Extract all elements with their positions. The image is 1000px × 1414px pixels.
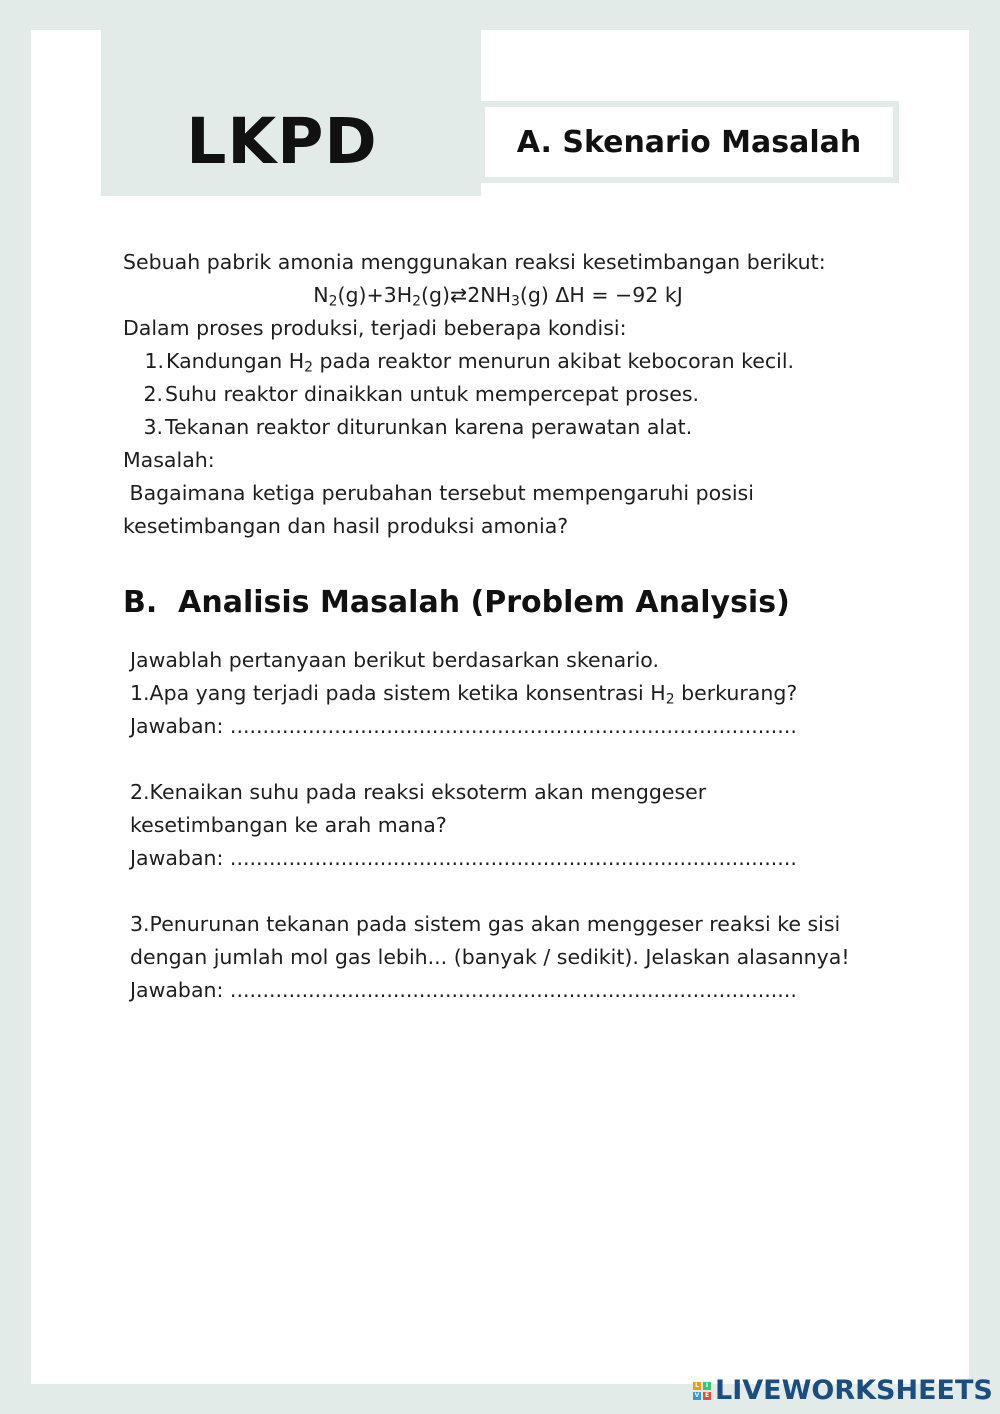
condition-item: 3. Tekanan reaktor diturunkan karena perawatan alat.: [143, 415, 693, 439]
page-title: LKPD: [186, 105, 378, 178]
condition-item: 1. Kandungan $H_2$ pada reaktor menurun akibat kebocoran kecil.: [144, 349, 795, 376]
liveworksheets-logo[interactable]: [693, 1375, 993, 1406]
problem-text-line: kesetimbangan dan hasil produksi amonia?: [123, 514, 569, 538]
equilibrium-arrow-icon: ⇄: [450, 283, 468, 307]
question-3-line: dengan jumlah mol gas lebih... (banyak / sedikit). Jelaskan alasannya!: [130, 945, 850, 969]
logo-mark-icon: L I V E: [694, 1381, 710, 1399]
question-3-line: 3.Penurunan tekanan pada sistem gas akan menggeser reaksi ke sisi: [130, 912, 841, 936]
question-1: 1.Apa yang terjadi pada sistem ketika konsentrasi $H_2$ berkurang?: [130, 681, 798, 708]
section-a-title: A. Skenario Masalah: [516, 124, 862, 160]
section-a-tab: [485, 107, 893, 177]
answer-field-3[interactable]: Jawaban: .......................................................................................: [130, 978, 797, 1002]
section-b-heading: B. Analisis Masalah (Problem Analysis): [123, 585, 790, 620]
brand-name: LIVEWORKSHEETS: [715, 1375, 993, 1406]
analysis-intro: Jawablah pertanyaan berikut berdasarkan skenario.: [130, 648, 659, 672]
answer-field-2[interactable]: Jawaban: .......................................................................................: [130, 846, 797, 870]
conditions-intro: Dalam proses produksi, terjadi beberapa kondisi:: [123, 316, 627, 340]
answer-field-1[interactable]: Jawaban: .......................................................................................: [130, 714, 797, 738]
analysis-section: [130, 644, 900, 1007]
problem-text-line: Bagaimana ketiga perubahan tersebut mempengaruhi posisi: [123, 481, 754, 505]
scenario-intro: Sebuah pabrik amonia menggunakan reaksi kesetimbangan berikut:: [123, 250, 826, 274]
scenario-section: [123, 246, 903, 543]
question-2-line: kesetimbangan ke arah mana?: [130, 813, 447, 837]
condition-item: 2. Suhu reaktor dinaikkan untuk mempercepat proses.: [143, 382, 700, 406]
problem-label: Masalah:: [123, 448, 215, 472]
question-2-line: 2.Kenaikan suhu pada reaksi eksoterm akan menggeser: [130, 780, 707, 804]
reaction-equation: $N_2(g)+3H_2(g)⇄2NH_3(g) \Delta H = -92$ kJ: [313, 283, 683, 310]
